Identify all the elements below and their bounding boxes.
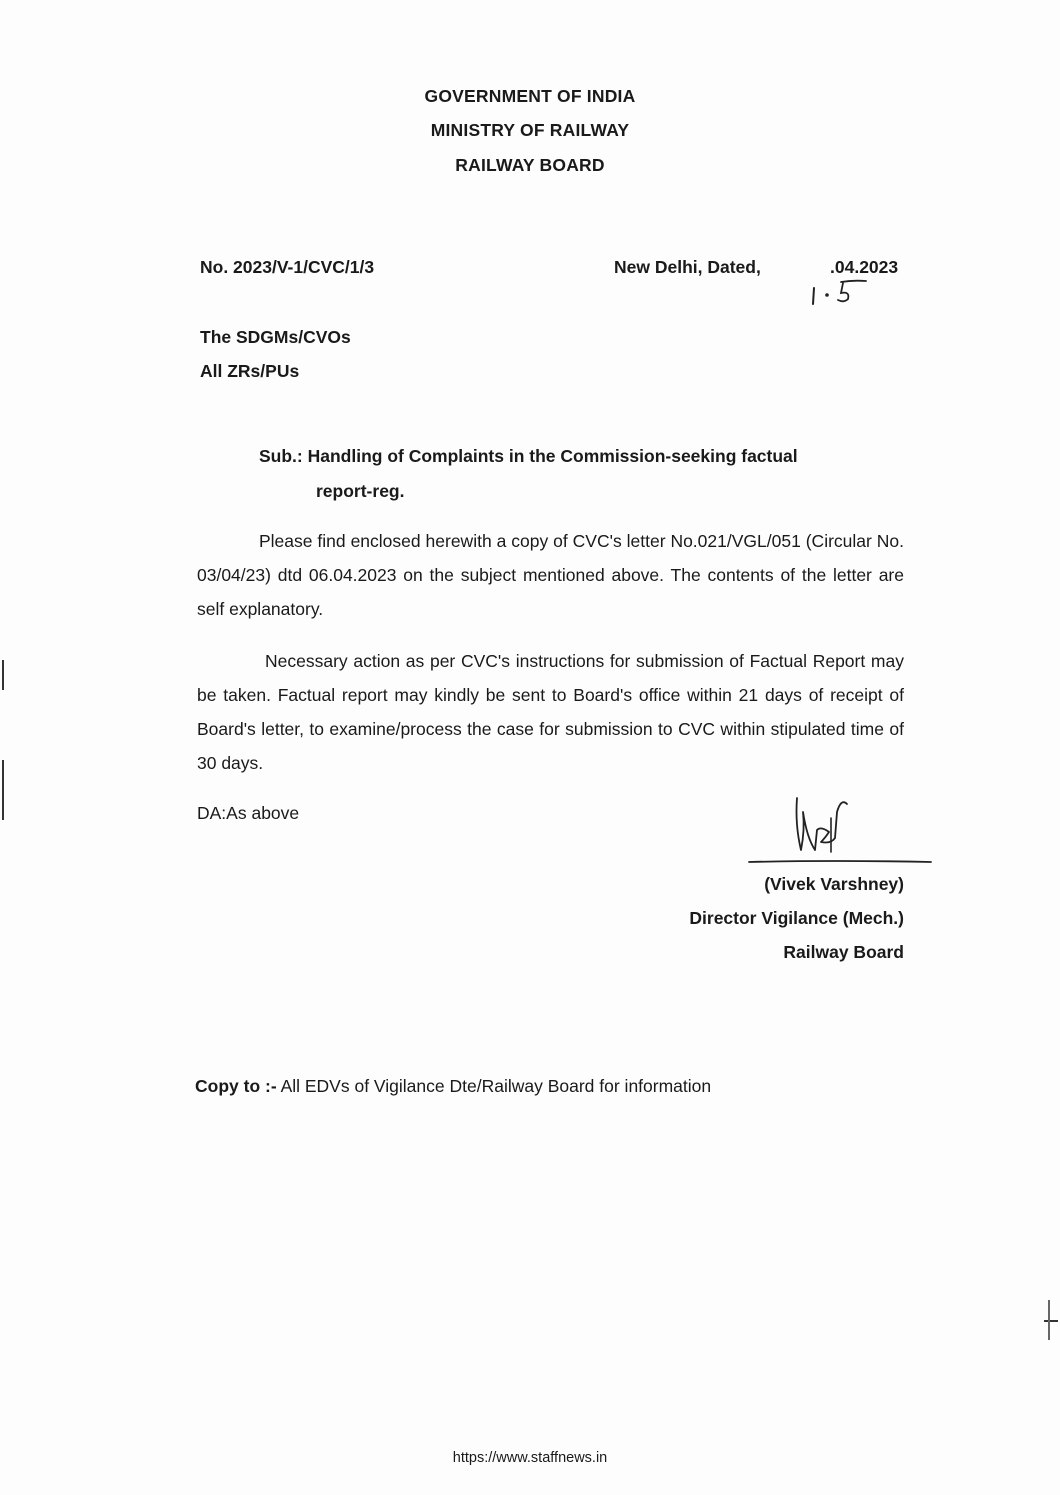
footer-url[interactable]: https://www.staffnews.in <box>452 1450 608 1466</box>
enclosure-note: DA:As above <box>197 803 300 823</box>
subject-line-2: report-reg. <box>316 481 405 501</box>
signature <box>745 790 935 870</box>
body-paragraph-1: Please find enclosed herewith a copy of CVC's letter No.021/VGL/051 (Circular No. 03/04/23) dtd 06.04.2023 on the subject mentioned above. The contents of the letter are self explanatory. <box>197 531 904 619</box>
letter-date: .04.2023 <box>830 257 899 277</box>
handwritten-day <box>808 278 870 308</box>
reference-number: No. 2023/V-1/CVC/1/3 <box>200 257 375 277</box>
signatory-designation: Director Vigilance (Mech.) <box>689 908 904 928</box>
header-ministry: MINISTRY OF RAILWAY <box>430 120 630 140</box>
addressee-line-2: All ZRs/PUs <box>200 361 300 381</box>
header-board: RAILWAY BOARD <box>455 155 605 175</box>
scan-mark-right-2 <box>1048 1300 1050 1340</box>
signatory-office: Railway Board <box>783 942 904 962</box>
copy-to-line <box>195 1069 711 1103</box>
signatory-name: (Vivek Varshney) <box>764 874 904 894</box>
addressee-line-1: The SDGMs/CVOs <box>200 327 351 347</box>
copy-to-label: Copy to :- <box>195 1076 277 1096</box>
header-government: GOVERNMENT OF INDIA <box>424 86 636 106</box>
subject-line-1: Sub.: Handling of Complaints in the Commission-seeking factual <box>259 446 798 466</box>
place-date-label: New Delhi, Dated, <box>614 257 761 277</box>
body-paragraph-2: Necessary action as per CVC's instructions for submission of Factual Report may be taken. Factual report may kindly be sent to Board's office within 21 days of receipt of Board's letter, to examine/process the case for submission to CVC within stipulated time of 30 days. <box>197 651 904 773</box>
copy-to-text: All EDVs of Vigilance Dte/Railway Board for information <box>280 1076 712 1096</box>
scan-mark-right-1 <box>1044 1320 1058 1322</box>
scan-mark-left-1 <box>2 660 4 690</box>
scan-mark-left-2 <box>2 760 4 820</box>
